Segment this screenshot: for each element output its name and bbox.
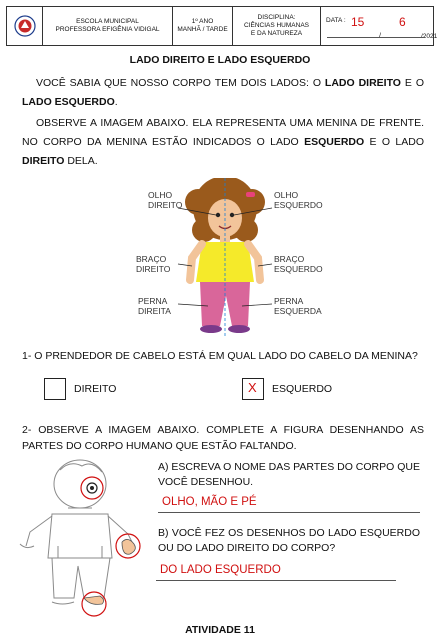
label-left-arm [274,254,323,274]
option-esquerdo-label: ESQUERDO [272,383,333,395]
discipline-cell [233,7,321,45]
intro-p1-text-b: E O [400,77,424,89]
footer-activity: ATIVIDADE 11 [185,624,255,636]
label-left-arm-text: BRAÇO ESQUERDO [274,254,323,274]
label-right-leg-text: PERNA DIREITA [138,296,171,316]
discipline-line-1: DISCIPLINA: [257,14,296,21]
child-outline-figure [12,458,152,618]
girl-right-eye [216,213,220,217]
answer-2b[interactable]: DO LADO ESQUERDO [160,564,281,576]
intro-p2-text-a: OBSERVE A IMAGEM ABAIXO. ELA REPRESENTA UMA MENINA DE FRENTE. NO CORPO DA MENINA ESTÃO INDICADOS O LADO [22,117,424,148]
label-right-leg [138,296,171,316]
question-2b: B) VOCÊ FEZ OS DESENHOS DO LADO ESQUERDO OU DO LADO DIREITO DO CORPO? [158,527,420,554]
checkbox-esquerdo-mark: X [248,380,257,395]
intro-paragraph-2 [22,114,424,171]
intro-paragraph-1 [22,74,424,112]
question-2: 2- OBSERVE A IMAGEM ABAIXO. COMPLETE A FIGURA DESENHANDO AS PARTES DO CORPO HUMANO QUE ESTÃO FALTANDO. [22,424,424,452]
girl-left-eye [230,213,234,217]
intro-p1-text-c: . [114,96,118,108]
intro-p2-text-c: DELA. [64,155,98,167]
date-day: 15 [351,15,365,29]
label-left-leg-text: PERNA ESQUERDA [274,296,322,316]
label-right-arm-text: BRAÇO DIREITO [136,254,171,274]
label-right-eye-text: OLHO DIREITO [148,190,183,210]
checkbox-direito[interactable] [44,378,66,400]
drawn-hand [122,539,135,554]
intro-p1-text-a: VOCÊ SABIA QUE NOSSO CORPO TEM DOIS LADOS: O [36,77,325,89]
label-right-eye [148,190,182,210]
label-left-leg [274,296,322,316]
date-line [327,37,425,38]
intro-p2-bold-2: DIREITO [22,155,65,167]
school-line-2: PROFESSORA EFIGÊNIA VIDIGAL [55,26,160,33]
grade-cell [173,7,233,45]
date-separator: / [379,33,381,40]
date-year: /2021 [421,33,438,40]
intro-p2-bold-1: ESQUERDO [304,136,365,148]
school-line-1: ESCOLA MUNICIPAL [76,18,139,25]
date-label: DATA : [326,17,346,24]
hair-clip [246,192,255,197]
label-right-arm [136,254,170,274]
school-logo-icon [14,15,36,37]
grade-line-1: 1º ANO [191,18,214,25]
discipline-line-3: E DA NATUREZA [250,30,303,37]
date-month: 6 [399,15,406,29]
question-1: 1- O PRENDEDOR DE CABELO ESTÁ EM QUAL LADO DO CABELO DA MENINA? [22,350,418,362]
school-logo-cell [7,7,43,45]
answer-2b-line [156,580,396,581]
intro-p1-bold-2: LADO ESQUERDO [22,96,115,108]
discipline-line-2: CIÊNCIAS HUMANAS [243,22,309,29]
answer-2a-line [158,512,420,513]
page-title: LADO DIREITO E LADO ESQUERDO [129,54,311,66]
option-direito-label: DIREITO [74,383,117,395]
label-left-eye-text: OLHO ESQUERDO [274,190,323,210]
drawn-foot [84,596,104,604]
answer-2a[interactable]: OLHO, MÃO E PÉ [162,496,257,508]
header-table [6,6,438,46]
label-left-eye [274,190,323,210]
intro-p1-bold-1: LADO DIREITO [324,77,401,89]
school-name-cell [43,7,173,45]
question-2a: A) ESCREVA O NOME DAS PARTES DO CORPO QUE VOCÊ DESENHOU. [158,461,420,488]
grade-line-2: MANHÃ / TARDE [177,26,228,33]
date-cell [321,7,438,45]
intro-p2-text-b: E O LADO [364,136,425,148]
